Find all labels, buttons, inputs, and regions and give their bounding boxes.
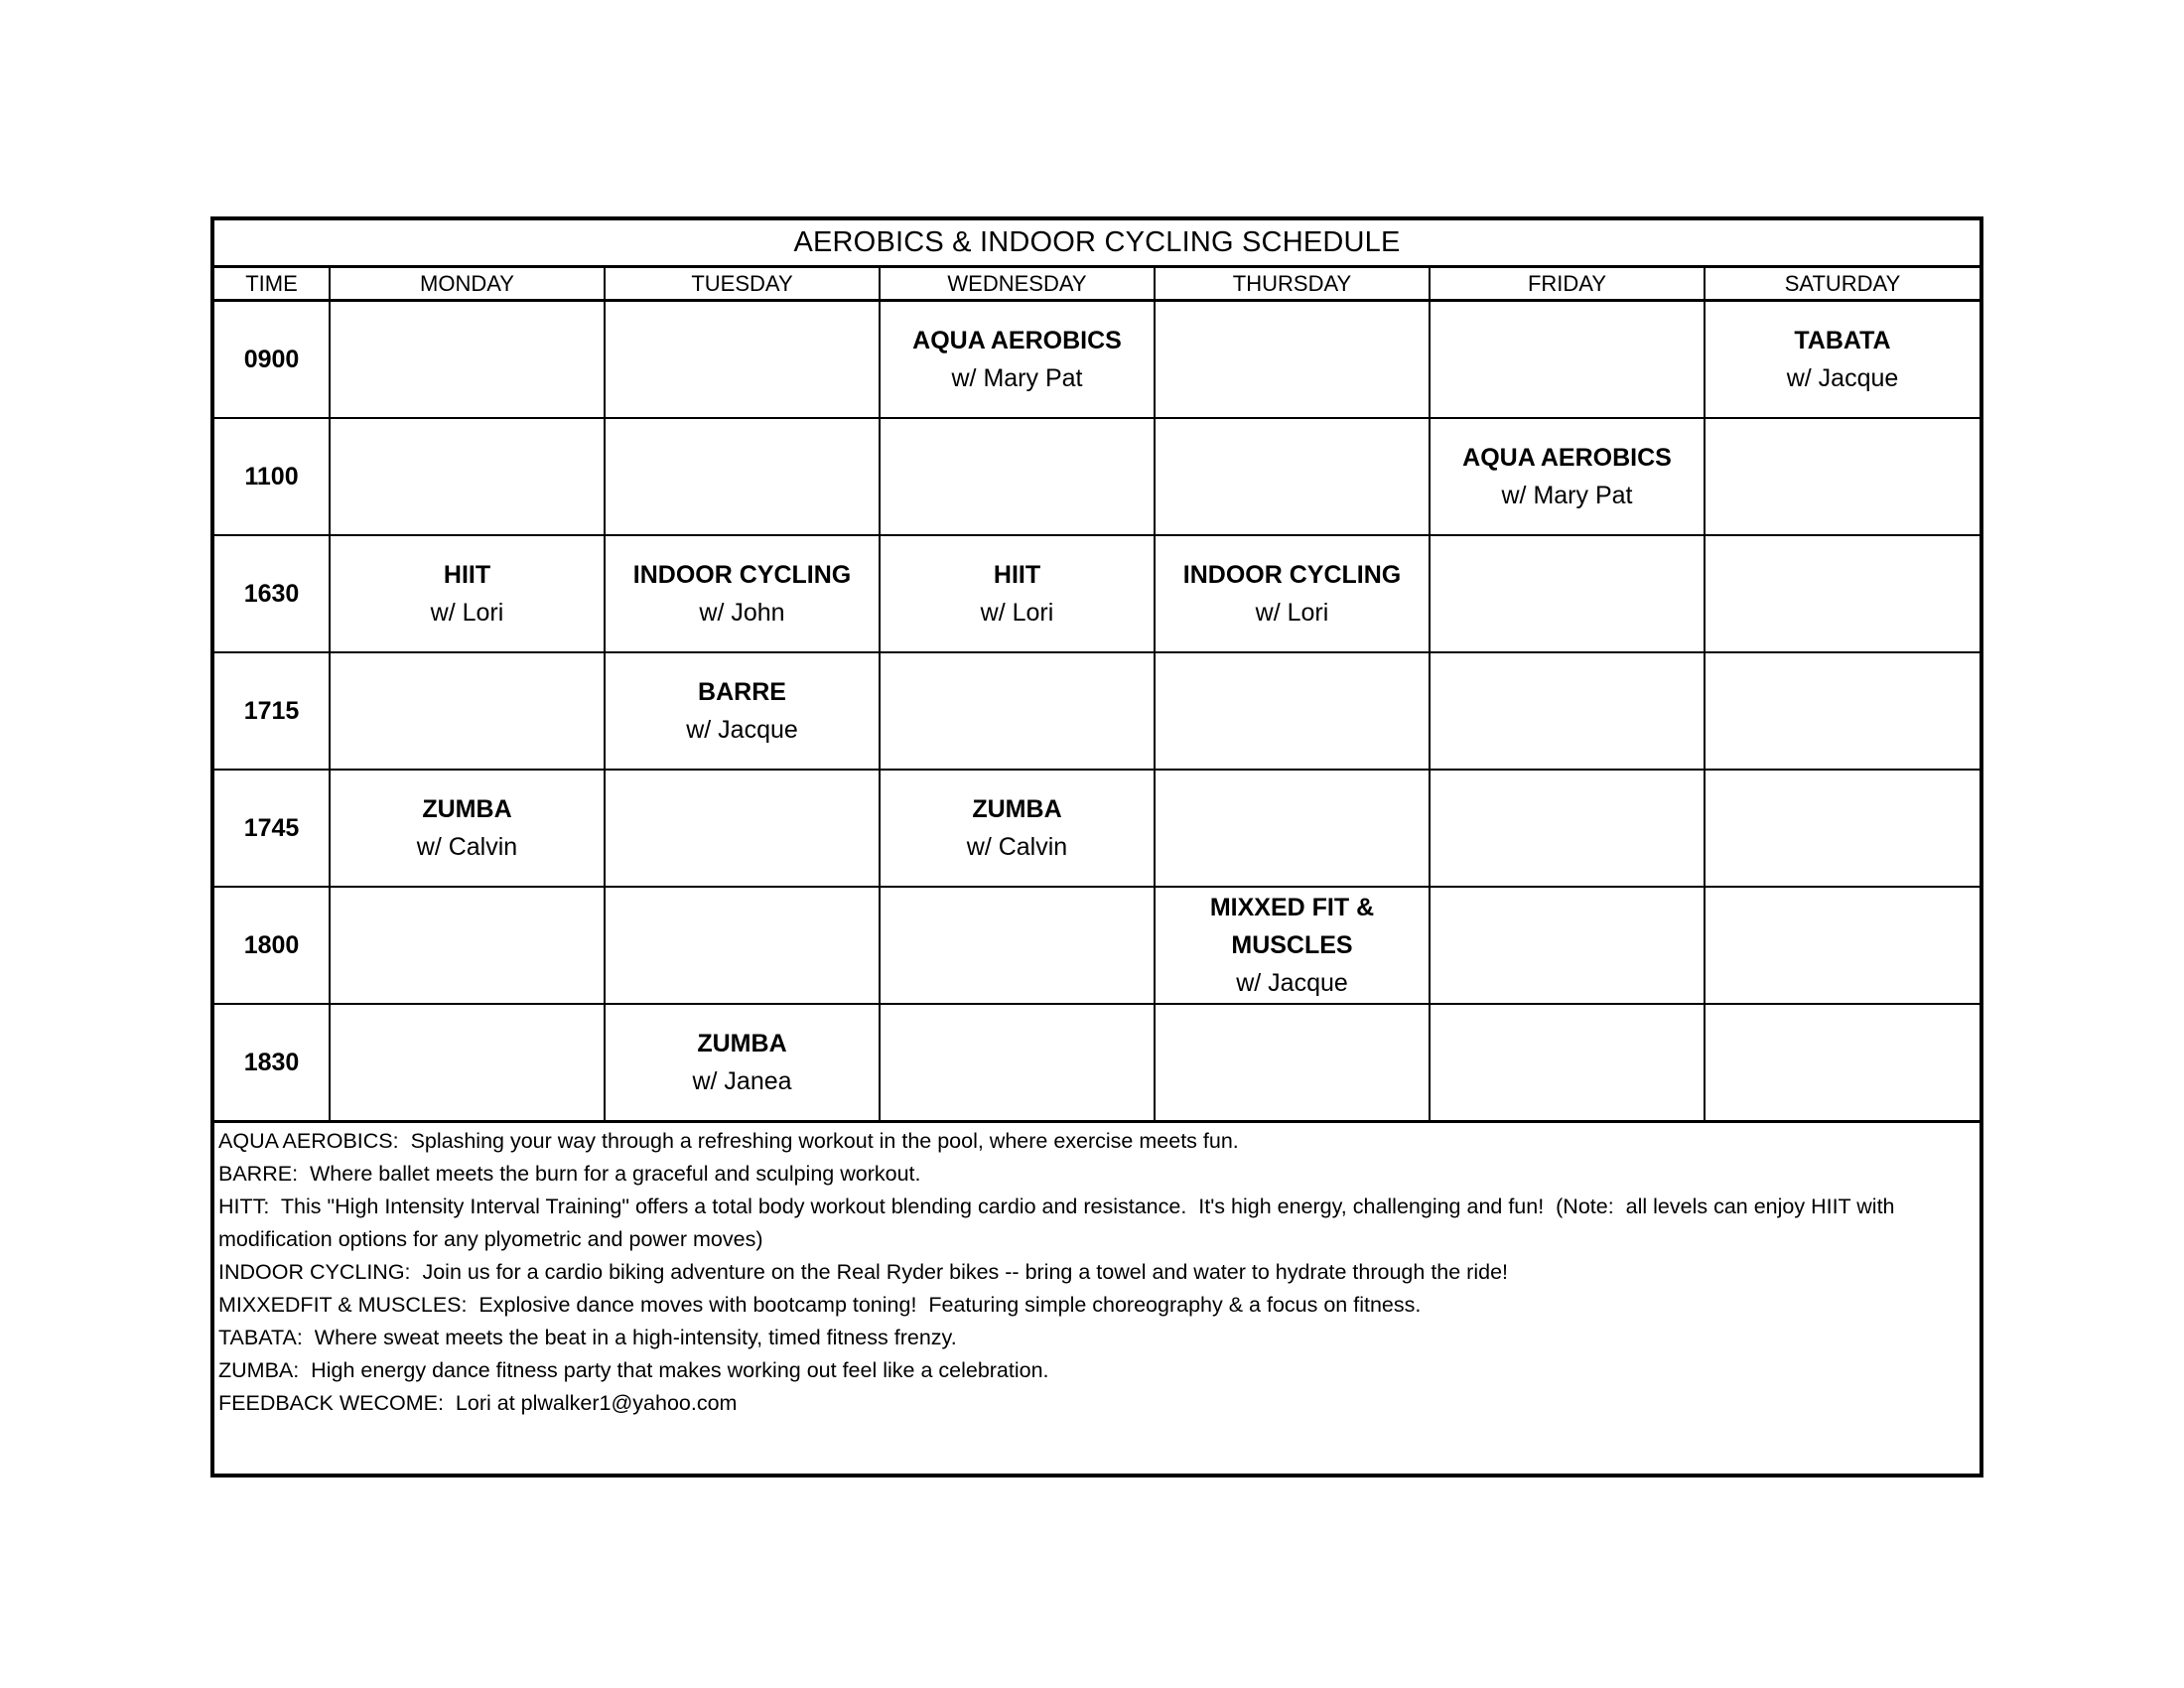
column-header-friday: FRIDAY bbox=[1430, 268, 1705, 301]
description-line bbox=[218, 1387, 1979, 1420]
class-cell-tuesday bbox=[605, 301, 880, 419]
class-name: ZUMBA bbox=[697, 1030, 787, 1057]
class-instructor: w/ Mary Pat bbox=[951, 364, 1083, 392]
description-text: This "High Intensity Interval Training" offers a total body workout blending cardio and resistance. It's high energy, challenging and fun! (Note: all levels can enjoy HIIT with modification options for any plyometric and power moves) bbox=[218, 1195, 1901, 1251]
class-cell-thursday bbox=[1155, 887, 1430, 1004]
time-cell: 1745 bbox=[214, 770, 330, 887]
class-cell-monday bbox=[330, 652, 605, 770]
class-instructor: w/ Mary Pat bbox=[1501, 482, 1633, 509]
class-instructor: w/ Jacque bbox=[1786, 364, 1899, 392]
column-header-tuesday: TUESDAY bbox=[605, 268, 880, 301]
description-term: AQUA AEROBICS: bbox=[218, 1129, 399, 1153]
description-term: HITT: bbox=[218, 1195, 270, 1218]
description-term: ZUMBA: bbox=[218, 1358, 300, 1382]
description-text: High energy dance fitness party that makes working out feel like a celebration. bbox=[299, 1358, 1049, 1382]
schedule-row bbox=[214, 887, 1979, 1004]
description-term: INDOOR CYCLING: bbox=[218, 1260, 411, 1284]
class-cell-monday bbox=[330, 770, 605, 887]
time-cell: 1630 bbox=[214, 535, 330, 652]
class-cell-wednesday bbox=[880, 887, 1155, 1004]
description-term: FEEDBACK WECOME: bbox=[218, 1391, 444, 1415]
class-cell-tuesday bbox=[605, 535, 880, 652]
class-name: TABATA bbox=[1794, 327, 1891, 354]
class-cell-wednesday bbox=[880, 770, 1155, 887]
description-text: Where sweat meets the beat in a high-intensity, timed fitness frenzy. bbox=[302, 1326, 957, 1349]
class-cell-monday bbox=[330, 887, 605, 1004]
schedule-sheet bbox=[210, 216, 1983, 1477]
class-cell-thursday bbox=[1155, 418, 1430, 535]
description-text: Lori at plwalker1@yahoo.com bbox=[443, 1391, 738, 1415]
class-name: ZUMBA bbox=[972, 795, 1062, 823]
class-name: AQUA AEROBICS bbox=[1462, 444, 1672, 472]
class-cell-wednesday bbox=[880, 652, 1155, 770]
class-name: BARRE bbox=[698, 678, 786, 706]
class-cell-saturday bbox=[1705, 1004, 1979, 1122]
column-header-wednesday: WEDNESDAY bbox=[880, 268, 1155, 301]
description-line bbox=[218, 1191, 1979, 1256]
class-cell-wednesday bbox=[880, 418, 1155, 535]
schedule-row bbox=[214, 1004, 1979, 1122]
schedule-body bbox=[214, 301, 1979, 1122]
class-cell-monday bbox=[330, 535, 605, 652]
description-line bbox=[218, 1256, 1979, 1289]
class-descriptions bbox=[214, 1123, 1979, 1474]
class-cell-saturday bbox=[1705, 535, 1979, 652]
class-cell-saturday bbox=[1705, 418, 1979, 535]
schedule-row bbox=[214, 301, 1979, 419]
class-instructor: w/ Janea bbox=[692, 1067, 792, 1095]
description-term: MIXXEDFIT & MUSCLES: bbox=[218, 1293, 468, 1317]
class-cell-thursday bbox=[1155, 535, 1430, 652]
class-cell-friday bbox=[1430, 1004, 1705, 1122]
class-cell-saturday bbox=[1705, 887, 1979, 1004]
schedule-table bbox=[214, 268, 1979, 1123]
time-cell: 1715 bbox=[214, 652, 330, 770]
class-name: AQUA AEROBICS bbox=[912, 327, 1122, 354]
schedule-title: AEROBICS & INDOOR CYCLING SCHEDULE bbox=[214, 220, 1979, 268]
description-line bbox=[218, 1289, 1979, 1322]
schedule-row bbox=[214, 535, 1979, 652]
class-instructor: w/ Lori bbox=[430, 599, 504, 627]
class-name: ZUMBA bbox=[422, 795, 512, 823]
column-header-saturday: SATURDAY bbox=[1705, 268, 1979, 301]
class-cell-monday bbox=[330, 301, 605, 419]
schedule-row bbox=[214, 418, 1979, 535]
class-instructor: w/ Lori bbox=[1255, 599, 1329, 627]
class-cell-monday bbox=[330, 1004, 605, 1122]
class-cell-tuesday bbox=[605, 770, 880, 887]
description-line bbox=[218, 1158, 1979, 1191]
class-name: INDOOR CYCLING bbox=[1182, 561, 1402, 589]
class-cell-wednesday bbox=[880, 535, 1155, 652]
class-name: INDOOR CYCLING bbox=[632, 561, 852, 589]
class-cell-thursday bbox=[1155, 301, 1430, 419]
class-cell-thursday bbox=[1155, 652, 1430, 770]
class-cell-tuesday bbox=[605, 418, 880, 535]
column-header-thursday: THURSDAY bbox=[1155, 268, 1430, 301]
column-header-monday: MONDAY bbox=[330, 268, 605, 301]
description-text: Where ballet meets the burn for a graceful and sculping workout. bbox=[298, 1162, 921, 1186]
class-name: MIXXED FIT & MUSCLES bbox=[1209, 894, 1375, 959]
class-cell-friday bbox=[1430, 887, 1705, 1004]
class-cell-friday bbox=[1430, 770, 1705, 887]
class-name: HIIT bbox=[993, 561, 1041, 589]
time-cell: 0900 bbox=[214, 301, 330, 419]
time-cell: 1830 bbox=[214, 1004, 330, 1122]
class-cell-monday bbox=[330, 418, 605, 535]
description-line bbox=[218, 1322, 1979, 1354]
class-instructor: w/ John bbox=[699, 599, 785, 627]
class-instructor: w/ Jacque bbox=[686, 716, 798, 744]
class-cell-wednesday bbox=[880, 301, 1155, 419]
class-cell-friday bbox=[1430, 301, 1705, 419]
class-cell-friday bbox=[1430, 418, 1705, 535]
description-term: BARRE: bbox=[218, 1162, 299, 1186]
class-instructor: w/ Jacque bbox=[1236, 969, 1348, 997]
class-cell-saturday bbox=[1705, 770, 1979, 887]
schedule-row bbox=[214, 770, 1979, 887]
time-cell: 1100 bbox=[214, 418, 330, 535]
description-text: Join us for a cardio biking adventure on the Real Ryder bikes -- bring a towel and water to hydrate through the ride! bbox=[410, 1260, 1509, 1284]
schedule-row bbox=[214, 652, 1979, 770]
class-name: HIIT bbox=[443, 561, 491, 589]
description-line bbox=[218, 1125, 1979, 1158]
description-term: TABATA: bbox=[218, 1326, 303, 1349]
time-cell: 1800 bbox=[214, 887, 330, 1004]
column-header-time: TIME bbox=[214, 268, 330, 301]
class-cell-saturday bbox=[1705, 652, 1979, 770]
class-cell-friday bbox=[1430, 535, 1705, 652]
class-instructor: w/ Lori bbox=[980, 599, 1054, 627]
class-instructor: w/ Calvin bbox=[416, 833, 518, 861]
header-row bbox=[214, 268, 1979, 301]
class-cell-friday bbox=[1430, 652, 1705, 770]
description-line bbox=[218, 1354, 1979, 1387]
description-text: Splashing your way through a refreshing workout in the pool, where exercise meets fun. bbox=[398, 1129, 1239, 1153]
class-cell-thursday bbox=[1155, 1004, 1430, 1122]
class-instructor: w/ Calvin bbox=[966, 833, 1068, 861]
class-cell-tuesday bbox=[605, 652, 880, 770]
class-cell-tuesday bbox=[605, 1004, 880, 1122]
class-cell-wednesday bbox=[880, 1004, 1155, 1122]
class-cell-thursday bbox=[1155, 770, 1430, 887]
description-text: Explosive dance moves with bootcamp toning! Featuring simple choreography & a focus on fitness. bbox=[467, 1293, 1422, 1317]
class-cell-tuesday bbox=[605, 887, 880, 1004]
class-cell-saturday bbox=[1705, 301, 1979, 419]
